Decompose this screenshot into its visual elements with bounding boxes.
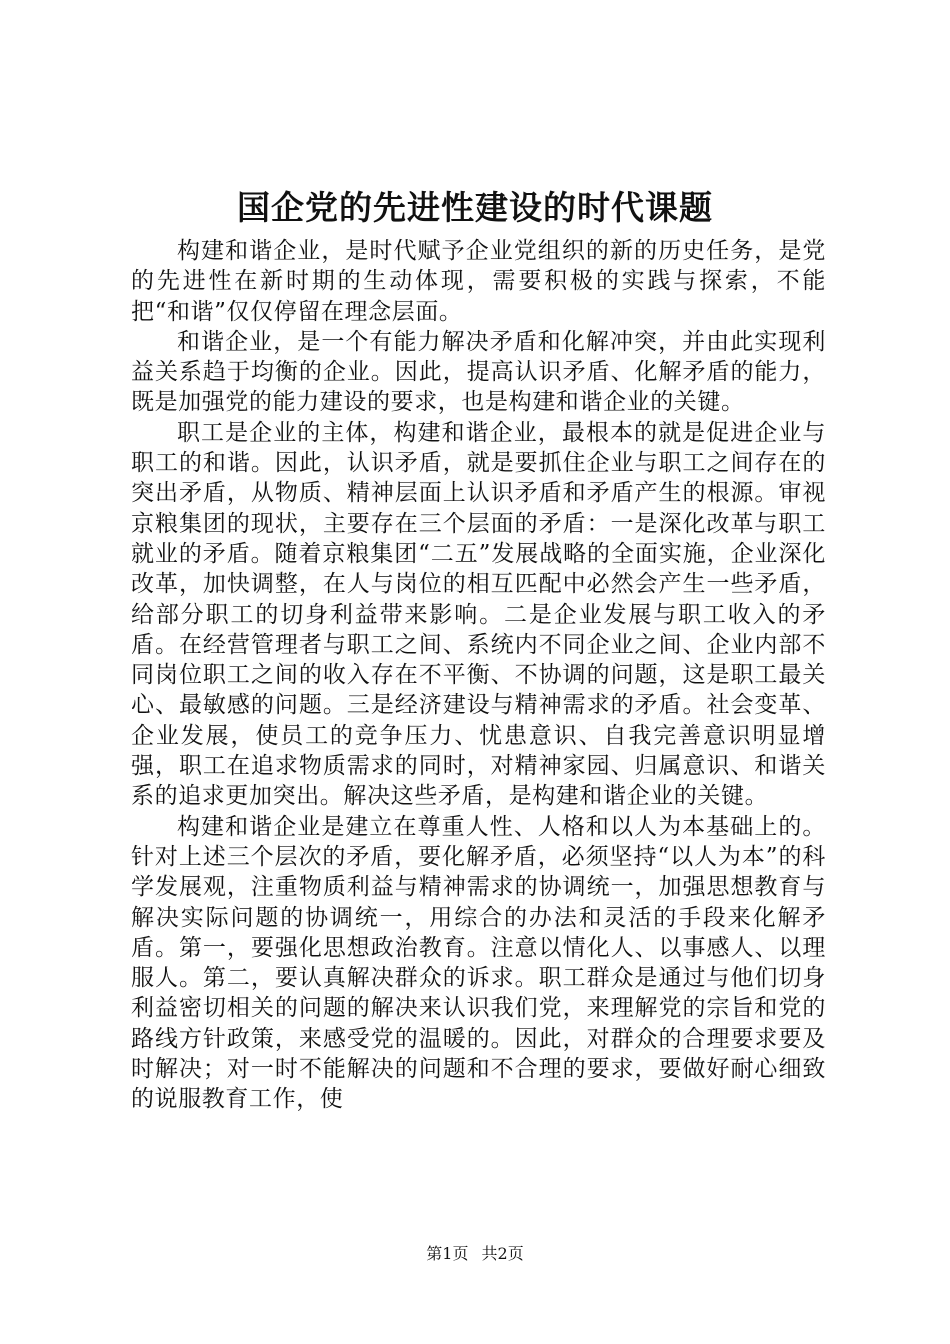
paragraph-1: 构建和谐企业，是时代赋予企业党组织的新的历史任务，是党的先进性在新时期的生动体现，需要积极的实践与探索，不能把“和谐”仅仅停留在理念层面。 xyxy=(131,238,826,325)
page-number: 第1页 xyxy=(426,1244,469,1263)
paragraph-2: 和谐企业，是一个有能力解决矛盾和化解冲突，并由此实现利益关系趋于均衡的企业。因此，提高认识矛盾、化解矛盾的能力，既是加强党的能力建设的要求，也是构建和谐企业的关键。 xyxy=(131,328,826,416)
paragraph-4: 构建和谐企业是建立在尊重人性、人格和以人为本基础上的。针对上述三个层次的矛盾，要化解矛盾，必须坚持“以人为本”的科学发展观，注重物质利益与精神需求的协调统一，加强思想教育与解决实际问题的协调统一，用综合的办法和灵活的手段来化解矛盾。第一，要强化思想政治教育。注意以情化人、以事感人、以理服人。第二，要认真解决群众的诉求。职工群众是通过与他们切身利益密切相关的问题的解决来认识我们党，来理解党的宗旨和党的路线方针政策，来感受党的温暖的。因此，对群众的合理要求要及时解决；对一时不能解决的问题和不合理的要求，要做好耐心细致的说服教育工作，使 xyxy=(131,813,826,1113)
page-total: 共2页 xyxy=(481,1244,524,1263)
page-footer xyxy=(0,1243,950,1265)
document-title: 国企党的先进性建设的时代课题 xyxy=(237,188,713,227)
paragraph-3: 职工是企业的主体，构建和谐企业，最根本的就是促进企业与职工的和谐。因此，认识矛盾，就是要抓住企业与职工之间存在的突出矛盾，从物质、精神层面上认识矛盾和矛盾产生的根源。审视京粮集团的现状，主要存在三个层面的矛盾：一是深化改革与职工就业的矛盾。随着京粮集团“二五”发展战略的全面实施，企业深化改革，加快调整，在人与岗位的相互匹配中必然会产生一些矛盾，给部分职工的切身利益带来影响。二是企业发展与职工收入的矛盾。在经营管理者与职工之间、系统内不同企业之间、企业内部不同岗位职工之间的收入存在不平衡、不协调的问题，这是职工最关心、最敏感的问题。三是经济建设与精神需求的矛盾。社会变革、企业发展，使员工的竞争压力、忧患意识、自我完善意识明显增强，职工在追求物质需求的同时，对精神家园、归属意识、和谐关系的追求更加突出。解决这些矛盾，是构建和谐企业的关键。 xyxy=(131,419,826,810)
document-body xyxy=(131,236,826,1115)
